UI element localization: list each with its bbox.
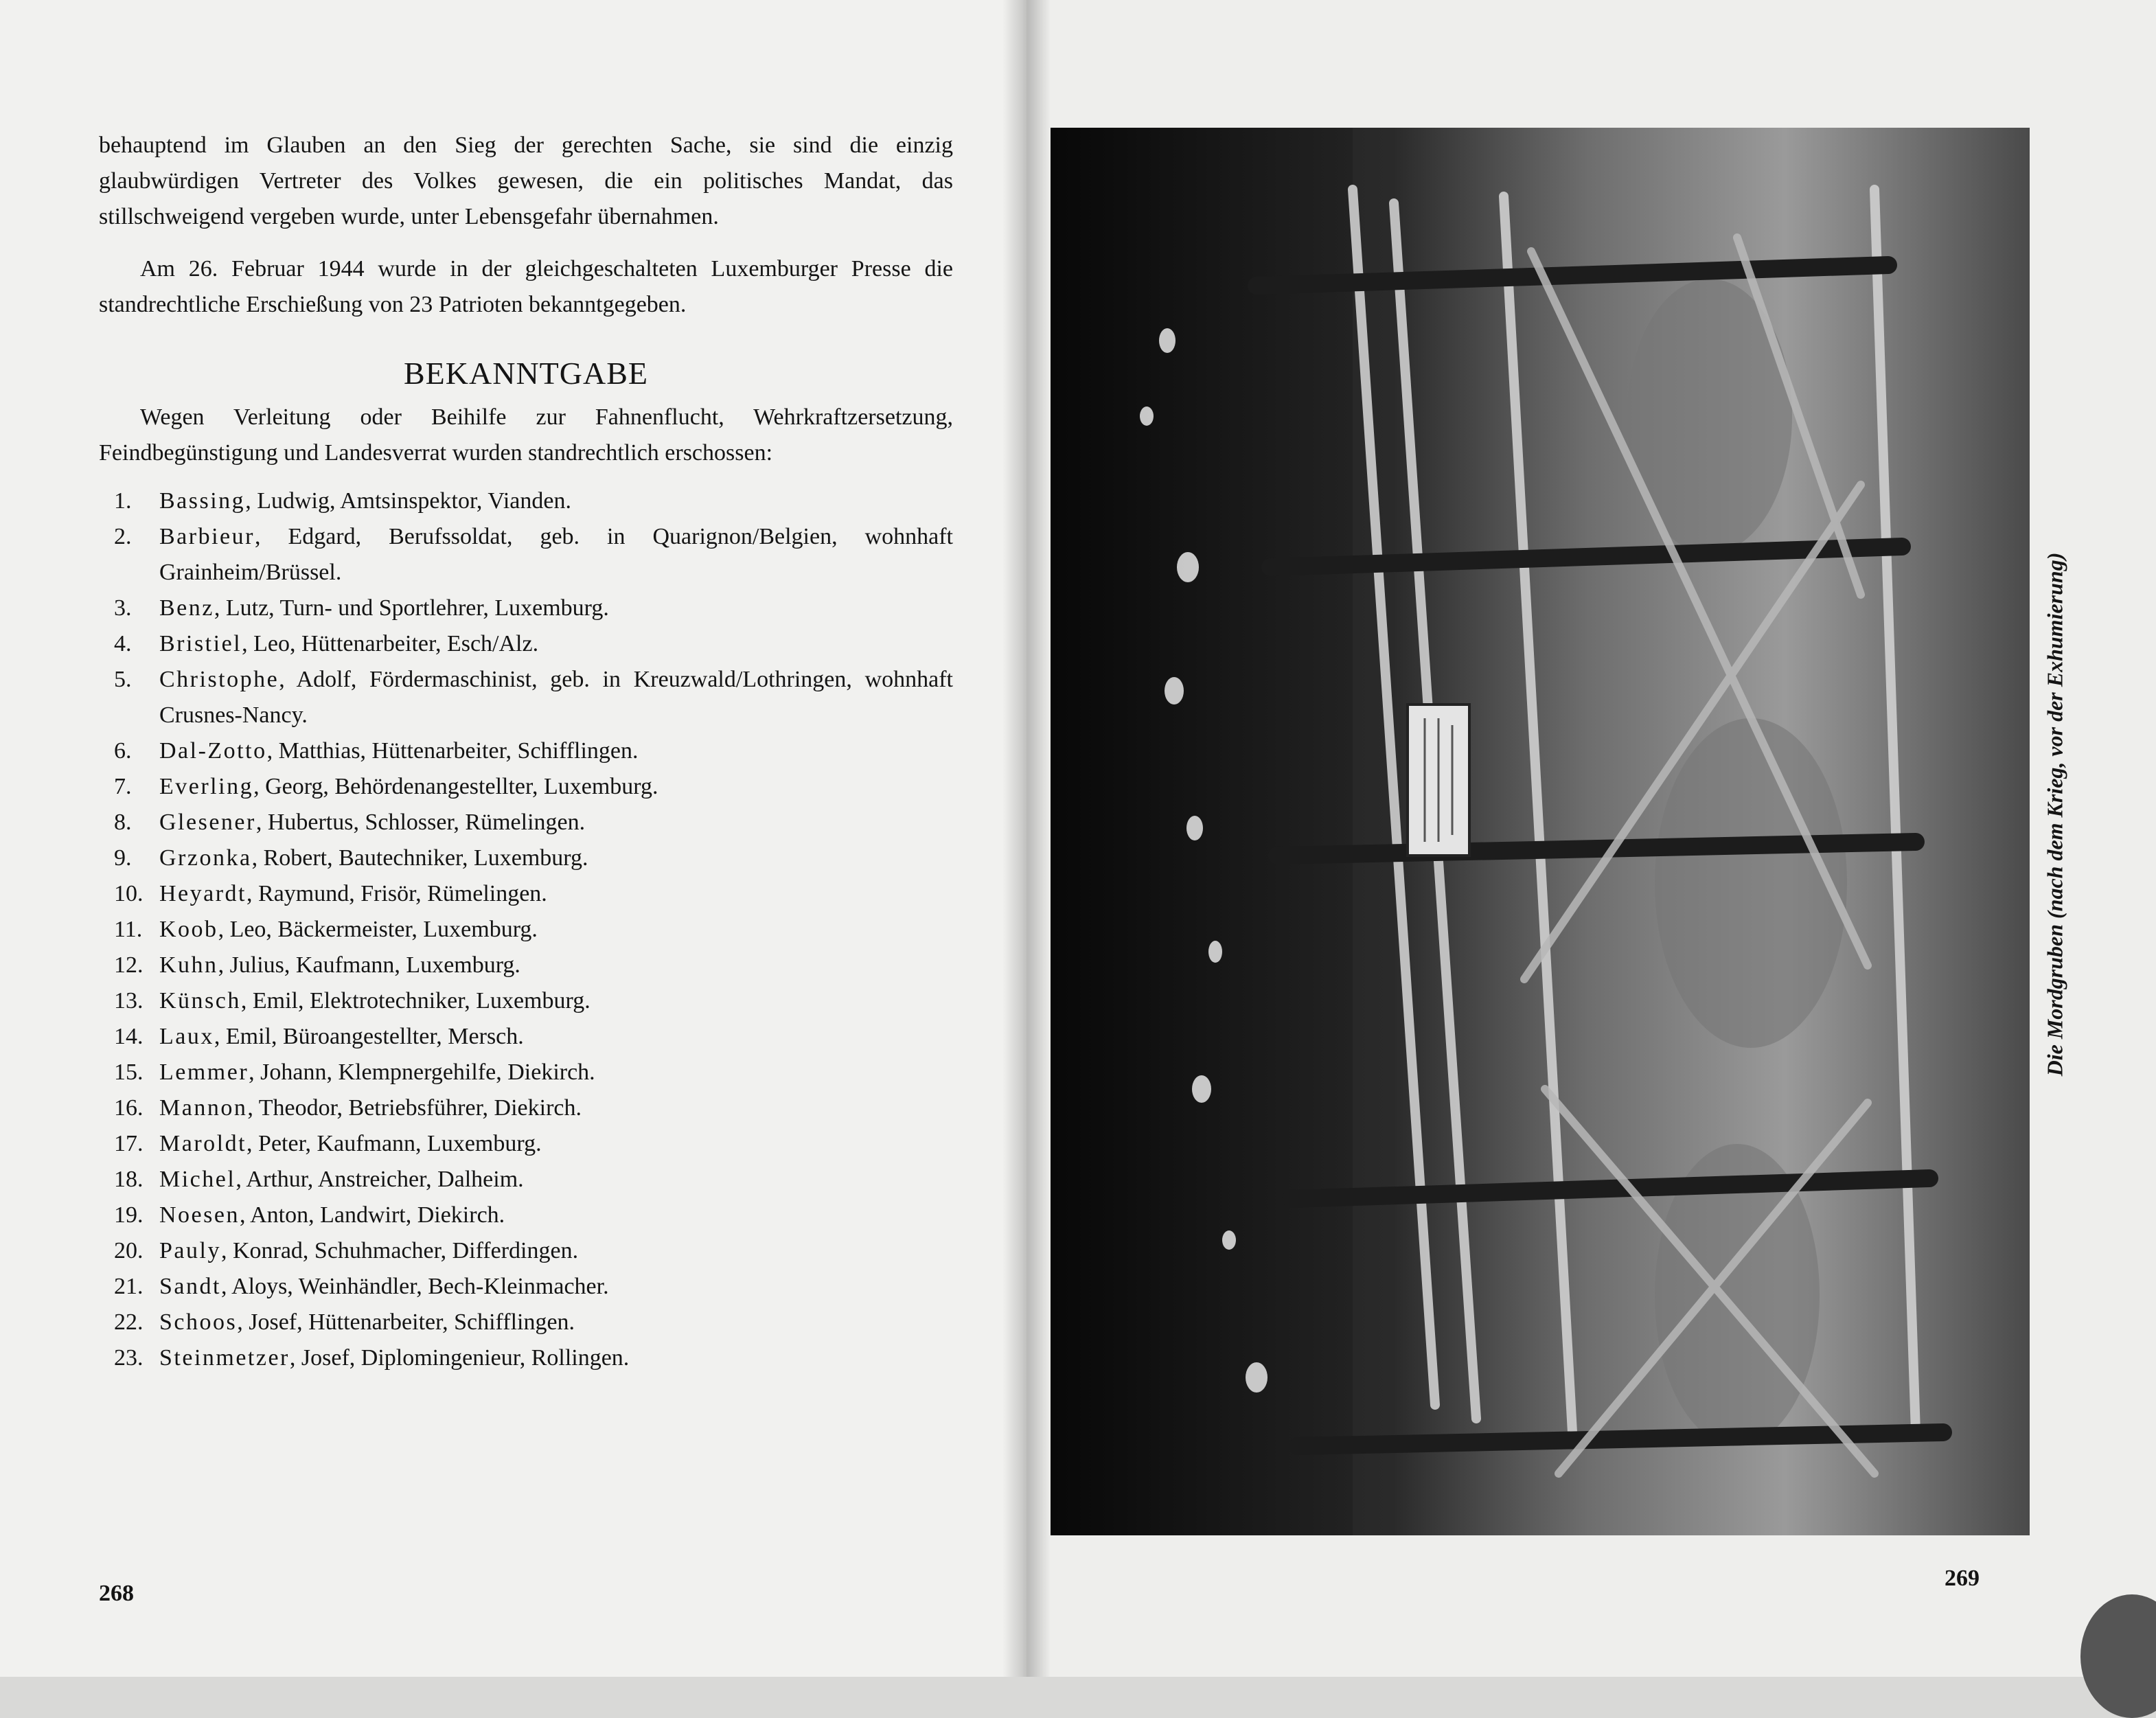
- victim-details: , Edgard, Berufssoldat, geb. in Quarignon/Belgien, wohnhaft Grainheim/Brüssel.: [159, 524, 953, 585]
- victim-list-item: [99, 1019, 953, 1055]
- victim-surname: Glesener: [159, 810, 256, 835]
- victim-details: , Matthias, Hüttenarbeiter, Schifflingen.: [266, 738, 639, 764]
- victim-list-item: [99, 591, 953, 626]
- list-item-number: 10.: [114, 881, 144, 906]
- victim-details: , Lutz, Turn- und Sportlehrer, Luxemburg.: [214, 595, 609, 621]
- victim-surname: Dal-Zotto: [159, 738, 267, 764]
- list-item-number: 18.: [114, 1167, 144, 1192]
- victim-details: , Aloys, Weinhändler, Bech-Kleinmacher.: [220, 1274, 609, 1299]
- victim-details: , Adolf, Fördermaschinist, geb. in Kreuzwald/Lothringen, wohnhaft Crusnes-Nancy.: [159, 667, 953, 728]
- victim-list-item: [99, 1340, 953, 1376]
- left-text-column: [99, 128, 953, 1376]
- victim-details: , Emil, Büroangestellter, Mersch.: [214, 1024, 524, 1049]
- list-item-number: 9.: [114, 845, 132, 871]
- victim-surname: Sandt: [159, 1274, 221, 1299]
- victim-list-item: [99, 483, 953, 519]
- victim-surname: Bristiel: [159, 631, 242, 656]
- victim-details: , Georg, Behördenangestellter, Luxemburg.: [253, 774, 658, 799]
- victim-surname: Kuhn: [159, 952, 218, 978]
- victim-details: , Leo, Hüttenarbeiter, Esch/Alz.: [242, 631, 539, 656]
- victim-surname: Michel: [159, 1167, 236, 1192]
- victim-surname: Mannon: [159, 1095, 248, 1121]
- victim-surname: Barbieur: [159, 524, 255, 549]
- victim-list-item: [99, 733, 953, 769]
- victim-details: , Arthur, Anstreicher, Dalheim.: [236, 1167, 524, 1192]
- list-item-number: 22.: [114, 1309, 144, 1335]
- wooden-sign: [1408, 705, 1469, 856]
- list-item-number: 4.: [114, 631, 132, 656]
- victim-surname: Grzonka: [159, 845, 252, 871]
- victim-list-item: [99, 662, 953, 733]
- victim-surname: Everling: [159, 774, 254, 799]
- victim-details: , Peter, Kaufmann, Luxemburg.: [246, 1131, 542, 1156]
- victim-details: , Hubertus, Schlosser, Rümelingen.: [255, 810, 586, 835]
- victim-list-item: [99, 769, 953, 805]
- victim-list-item: [99, 519, 953, 591]
- list-item-number: 21.: [114, 1274, 144, 1299]
- victim-list-item: [99, 983, 953, 1019]
- victim-list-item: [99, 626, 953, 662]
- victim-list-item: [99, 948, 953, 983]
- list-item-number: 3.: [114, 595, 132, 621]
- victim-list-item: [99, 1055, 953, 1090]
- victim-details: , Anton, Landwirt, Diekirch.: [239, 1202, 505, 1228]
- list-item-number: 17.: [114, 1131, 144, 1156]
- victim-details: , Raymund, Frisör, Rümelingen.: [246, 881, 547, 906]
- victim-details: , Johann, Klempnergehilfe, Diekirch.: [249, 1060, 595, 1085]
- list-item-number: 5.: [114, 667, 132, 692]
- victim-details: , Theodor, Betriebsführer, Diekirch.: [247, 1095, 582, 1121]
- book-gutter: [1002, 0, 1051, 1677]
- victim-surname: Künsch: [159, 988, 241, 1013]
- list-item-number: 13.: [114, 988, 144, 1013]
- photo-caption: [2031, 505, 2079, 1123]
- list-item-number: 11.: [114, 917, 143, 942]
- victim-list-item: [99, 1305, 953, 1340]
- victim-details: , Josef, Diplomingenieur, Rollingen.: [289, 1345, 630, 1371]
- victim-list-item: [99, 840, 953, 876]
- victim-surname: Laux: [159, 1024, 214, 1049]
- victim-list: [99, 483, 953, 1376]
- victim-surname: Koob: [159, 917, 218, 942]
- victim-surname: Maroldt: [159, 1131, 247, 1156]
- victim-details: , Josef, Hüttenarbeiter, Schifflingen.: [237, 1309, 575, 1335]
- victim-surname: Steinmetzer: [159, 1345, 290, 1371]
- victim-surname: Bassing: [159, 488, 246, 514]
- victim-list-item: [99, 1233, 953, 1269]
- photo-caption-text: Die Mordgruben (nach dem Krieg, vor der Exhumierung): [2042, 552, 2067, 1077]
- victim-surname: Heyardt: [159, 881, 247, 906]
- victim-details: , Leo, Bäckermeister, Luxemburg.: [218, 917, 538, 942]
- list-item-number: 20.: [114, 1238, 144, 1263]
- list-item-number: 12.: [114, 952, 144, 978]
- victim-list-item: [99, 912, 953, 948]
- victim-surname: Lemmer: [159, 1060, 249, 1085]
- victim-details: , Robert, Bautechniker, Luxemburg.: [251, 845, 588, 871]
- victim-list-item: [99, 805, 953, 840]
- list-item-number: 15.: [114, 1060, 144, 1085]
- victim-details: , Ludwig, Amtsinspektor, Vianden.: [245, 488, 571, 514]
- photograph-mass-graves: [1051, 128, 2030, 1535]
- page-number-left: 268: [99, 1581, 134, 1606]
- list-item-number: 23.: [114, 1345, 144, 1371]
- victim-list-item: [99, 1090, 953, 1126]
- list-item-number: 8.: [114, 810, 132, 835]
- victim-surname: Noesen: [159, 1202, 240, 1228]
- victim-surname: Pauly: [159, 1238, 221, 1263]
- victim-surname: Benz: [159, 595, 214, 621]
- list-item-number: 14.: [114, 1024, 144, 1049]
- victim-list-item: [99, 1198, 953, 1233]
- victim-surname: Christophe: [159, 667, 279, 692]
- victim-list-item: [99, 876, 953, 912]
- photo-illustration: [1051, 128, 2030, 1535]
- list-item-number: 2.: [114, 524, 132, 549]
- announcement-paragraph: Am 26. Februar 1944 wurde in der gleichgeschalteten Luxemburger Presse die standrechtliche Erschießung von 23 Patrioten bekanntgegeben.: [99, 256, 953, 317]
- victim-list-item: [99, 1126, 953, 1162]
- intro-paragraph: behauptend im Glauben an den Sieg der gerechten Sache, sie sind die einzig glaubwürdigen Vertreter des Volkes gewesen, die ein politisches Mandat, das stillschweigend vergeben wurde, unter Lebensgefahr übernahmen.: [99, 133, 953, 229]
- victim-details: , Konrad, Schuhmacher, Differdingen.: [220, 1238, 579, 1263]
- list-item-number: 7.: [114, 774, 132, 799]
- victim-surname: Schoos: [159, 1309, 238, 1335]
- victim-details: , Emil, Elektrotechniker, Luxemburg.: [240, 988, 590, 1013]
- declaration-paragraph: Wegen Verleitung oder Beihilfe zur Fahnenflucht, Wehrkraftzersetzung, Feindbegünstigung und Landesverrat wurden standrechtlich erschossen:: [99, 404, 953, 466]
- list-item-number: 19.: [114, 1202, 144, 1228]
- list-item-number: 6.: [114, 738, 132, 764]
- victim-list-item: [99, 1269, 953, 1305]
- list-item-number: 1.: [114, 488, 132, 514]
- left-page: [0, 0, 1023, 1677]
- victim-details: , Julius, Kaufmann, Luxemburg.: [218, 952, 520, 978]
- page-number-right: 269: [1945, 1566, 1980, 1591]
- heading-bekanntgabe: BEKANNTGABE: [404, 356, 648, 391]
- list-item-number: 16.: [114, 1095, 144, 1121]
- victim-list-item: [99, 1162, 953, 1198]
